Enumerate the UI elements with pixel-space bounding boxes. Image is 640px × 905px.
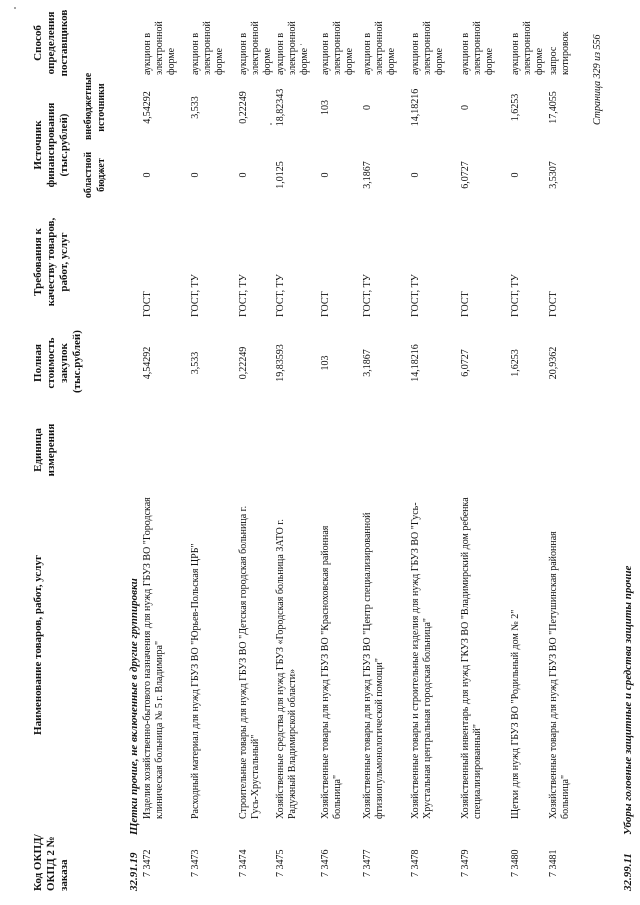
row-total: 1,6253 [510,349,521,377]
row-regional: 0 [142,172,153,178]
row-code: 7 3476 [320,849,331,877]
group-2-code: 32.99.11 [622,853,634,891]
row-quality: ГОСТ, ТУ [510,274,521,317]
row-quality: ГОСТ, ТУ [275,274,286,317]
row-quality: ГОСТ [460,291,471,317]
row-total: 19,83593 [275,344,286,382]
row-code: 7 3477 [362,849,373,877]
row-method: запрос котировок [548,31,571,75]
scan-speck [270,123,272,125]
header-method: Способ определения поставщиков [32,9,70,77]
row-regional: 3,5307 [548,161,559,189]
row-name: Расходный материал для нужд ГБУЗ ВО "Юрьев-Польская ЦРБ" [190,543,201,819]
row-name: Хозяйственные товары для нужд ГБУЗ ВО "Центр специализированной фтизиопульмонологической помощи" [362,512,385,819]
row-method: аукцион в электронной форме [190,21,225,75]
header-funding: Источник финансирования (тыс.рублей) [32,102,70,188]
row-code: 7 3472 [142,849,153,877]
row-code: 7 3478 [410,849,421,877]
group-2-title: Уборы головные защитные и средства защиты прочие [622,565,634,835]
row-extra: 18,82343 [275,88,286,127]
row-method: аукцион в электронной форме [238,21,273,75]
row-name: Хозяйственные товары для нужд ГБУЗ ВО "Красноховская районная больница" [320,525,343,819]
row-extra: 14,18216 [410,88,421,127]
row-extra: 0 [460,105,471,110]
row-total: 103 [320,355,331,371]
header-total: Полная стоимость закупок (тыс.рублей) [32,330,83,393]
row-quality: ГОСТ, ТУ [410,274,421,317]
row-quality: ГОСТ [142,291,153,317]
page-number: Страница 329 из 556 [592,34,603,125]
row-quality: ГОСТ, ТУ [190,274,201,317]
scan-speck [14,7,16,9]
row-code: 7 3479 [460,849,471,877]
row-name: Изделия хозяйственно-бытового назначения для нужд ГБУЗ ВО "Городская клиническая больница № 5 г. Владимира" [142,497,165,819]
row-quality: ГОСТ, ТУ [362,274,373,317]
row-regional: 0 [410,172,421,178]
row-total: 4,54292 [142,346,153,380]
row-quality: ГОСТ [548,291,559,317]
row-quality: ГОСТ, ТУ [238,274,249,317]
group-1-code: 32.91.19 [128,852,140,891]
header-name: Наименование товаров, работ, услуг [32,555,44,735]
row-method: аукцион в электронной форме [362,21,397,75]
row-code: 7 3480 [510,849,521,877]
row-method: аукцион в электронной форме [320,21,355,75]
row-method: аукцион в электронной форме [275,21,310,75]
row-regional: 6,0727 [460,161,471,189]
header-unit: Единица измерения [32,423,57,477]
row-total: 3,533 [190,351,201,375]
row-name: Хозяйственные товары и строительные изделия для нужд ГБУЗ ВО "Гусь-Хрустальная центральная городская больница" [410,502,433,819]
row-method: аукцион в электронной форме [510,21,545,75]
scan-speck [300,44,302,45]
header-quality: Требования к качеству товаров, работ, услуг [32,217,70,307]
row-code: 7 3481 [548,849,559,877]
header-extra: внебюджетные источники [83,72,107,140]
row-code: 7 3473 [190,849,201,877]
row-quality: ГОСТ [320,291,331,317]
row-name: Строительные товары для нужд ГБУЗ ВО "Детская городская больница г. Гусь-Хрустальный" [238,505,261,819]
group-1-title: Щетки прочие, не включенные в другие группировки [128,578,140,835]
row-regional: 1,0125 [275,161,286,189]
row-regional: 0 [190,172,201,178]
row-method: аукцион в электронной форме [410,21,445,75]
row-total: 14,18216 [410,344,421,382]
row-method: аукцион в электронной форме [460,21,495,75]
row-method: аукцион в электронной форме [142,21,177,75]
row-extra: 1,6253 [510,93,521,122]
row-name: Хозяйственный инвентарь для нужд ГКУЗ ВО "Владимирский дом ребенка специализированный" [460,497,483,819]
row-extra: 0 [362,105,373,110]
row-regional: 0 [510,172,521,178]
row-code: 7 3474 [238,849,249,877]
row-regional: 0 [320,172,331,178]
row-extra: 103 [320,100,331,115]
row-regional: 0 [238,172,249,178]
row-total: 3,1867 [362,349,373,377]
row-name: Хозяйственные товары для нужд ГБУЗ ВО "Петушинская районная больница" [548,531,571,819]
row-regional: 3,1867 [362,161,373,189]
row-extra: 17,4055 [548,91,559,124]
row-extra: 4,54292 [142,91,153,124]
row-total: 20,9362 [548,346,559,380]
header-regional: областной бюджет [83,151,107,199]
header-code: Код ОКПД/ ОКПД 2 № заказа [32,834,70,891]
row-name: Хозяйственные средства для нужд ГБУЗ «Городская больница ЗАТО г. Радужный Владимирской области» [275,519,298,819]
row-extra: 0,22249 [238,91,249,124]
row-total: 6,0727 [460,349,471,377]
row-code: 7 3475 [275,849,286,877]
row-total: 0,22249 [238,346,249,380]
row-name: Щетки для нужд ГБУЗ ВО "Родильный дом № 2" [510,609,521,819]
row-extra: 3,533 [190,96,201,119]
